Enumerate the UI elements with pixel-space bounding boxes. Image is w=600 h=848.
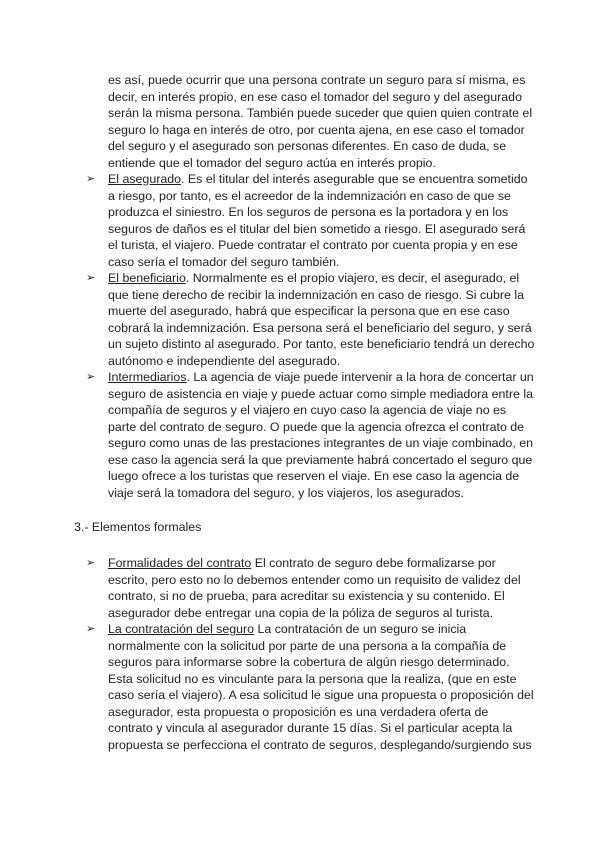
- list-item-term: El beneficiario: [108, 271, 186, 285]
- list-item-line: caso sería el viajero). A esa solicitud le sigue una propuesta o proposición del: [108, 688, 534, 702]
- list-item-line: viaje será la tomadora del seguro, y los viajeros, los asegurados.: [108, 485, 465, 500]
- list-item-term: La contratación del seguro: [108, 622, 255, 636]
- arrowhead-bullet-icon: ➢: [86, 623, 96, 635]
- list-item-line: Esta solicitud no es vinculante para la persona que la realiza, (que en este: [108, 671, 517, 686]
- list-item-term: Intermediarios: [108, 370, 187, 384]
- list-item-line: normalmente con la solicitud por parte de una persona a la compañía de: [108, 638, 507, 653]
- paragraph-line: decir, en interés propio, en ese caso el tomador del seguro y del asegurado: [108, 89, 522, 104]
- list-item-text: La contratación de un seguro se inicia: [254, 622, 467, 636]
- arrowhead-bullet-icon: ➢: [86, 557, 96, 569]
- list-item-text: El contrato de seguro debe formalizarse por: [251, 556, 496, 570]
- list-item-term: Formalidades del contrato: [108, 556, 252, 570]
- paragraph-line: es así, puede ocurrir que una persona contrate un seguro para sí misma, es: [108, 73, 526, 87]
- list-item-line: seguros para informarse sobre la cobertura de algún riesgo determinado.: [108, 655, 510, 669]
- list-item-line: contrato, si no de prueba, para acreditar su existencia y su contenido. El: [108, 589, 505, 603]
- list-item-line: autónomo e independiente del asegurado.: [108, 353, 341, 368]
- list-item-line: seguro de asistencia en viaje y puede actuar como simple mediadora entre la: [108, 386, 533, 401]
- arrowhead-bullet-icon: ➢: [86, 173, 96, 185]
- list-item-line: contrato y vincula al asegurador durante 15 días. Si el particular acepta la: [108, 721, 513, 735]
- arrowhead-bullet-icon: ➢: [86, 371, 96, 383]
- list-item-line: asegurador debe entregar una copia de la póliza de seguros al turista.: [108, 605, 494, 620]
- list-item-line: parte del contrato de seguro. O puede que la agencia ofrezca el contrato de: [108, 419, 525, 434]
- list-item-line: caso sería el tomador del seguro también.: [108, 254, 340, 269]
- list-item-text: . Es el titular del interés asegurable que se encuentra sometido: [181, 172, 528, 186]
- list-item-line: seguro como unas de las prestaciones integrantes de un viaje combinado, en: [108, 436, 533, 450]
- list-item-text: . Normalmente es el propio viajero, es decir, el asegurado, el: [185, 271, 520, 285]
- paragraph-line: entiende que el tomador del seguro actúa en interés propio.: [108, 155, 436, 170]
- list-item-first-line: [86, 555, 538, 572]
- list-item-text: . La agencia de viaje puede intervenir a la hora de concertar un: [186, 370, 534, 384]
- list-item-line: cobrará la indemnización. Esa persona será el beneficiario del seguro, y será: [108, 320, 532, 335]
- list-item-first-line: [86, 369, 538, 386]
- paragraph-line: seguro lo haga en interés de otro, por cuenta ajena, en ese caso el tomador: [108, 122, 525, 137]
- list-item-line: escrito, pero esto no lo debemos entender como un requisito de validez del: [108, 572, 521, 587]
- list-item-line: seguros de daños es el titular del bien sometido a riesgo. El asegurado será: [108, 221, 526, 236]
- list-item-first-line: [86, 270, 538, 287]
- list-item-line: propuesta se perfecciona el contrato de seguros, desplegando/surgiendo sus: [108, 737, 532, 752]
- list-item-line: asegurador, esta propuesta o proposición es una verdadera oferta de: [108, 704, 489, 719]
- list-item-line: el turista, el viajero. Puede contratar el contrato por cuenta propia y en ese: [108, 238, 518, 252]
- list-item-line: un sujeto distinto al asegurado. Por tanto, este beneficiario tendrá un derecho: [108, 337, 535, 351]
- list-item-term: El asegurado: [108, 172, 182, 186]
- section-2-body: [86, 72, 538, 501]
- list-item-line: ese caso la agencia será la que previamente habrá concertado el seguro que: [108, 452, 533, 467]
- list-item-first-line: [86, 621, 538, 638]
- paragraph-line: del seguro y el asegurado son personas diferentes. En caso de duda, se: [108, 139, 507, 153]
- list-item-line: luego ofrece a los turistas que reserven el viaje. En ese caso la agencia de: [108, 469, 520, 483]
- list-item-line: compañía de seguros y el viajero en cuyo caso la agencia de viaje no es: [108, 403, 507, 417]
- list-item-line: produzca el siniestro. En los seguros de persona es la portadora y en los: [108, 205, 509, 219]
- list-item-line: a riesgo, por tanto, es el acreedor de la indemnización en caso de que se: [108, 188, 511, 203]
- arrowhead-bullet-icon: ➢: [86, 272, 96, 284]
- list-item-first-line: [86, 171, 538, 188]
- list-item-line: muerte del asegurado, habrá que especificar la persona que en ese caso: [108, 304, 510, 318]
- section-heading: 3.- Elementos formales: [74, 520, 202, 534]
- paragraph-line: serán la misma persona. También puede suceder que quien quien contrate el: [108, 106, 533, 120]
- list-item-line: que tiene derecho de recibir la indemnización en caso de riesgo. Si cubre la: [108, 287, 525, 302]
- section-3-body: [86, 555, 538, 753]
